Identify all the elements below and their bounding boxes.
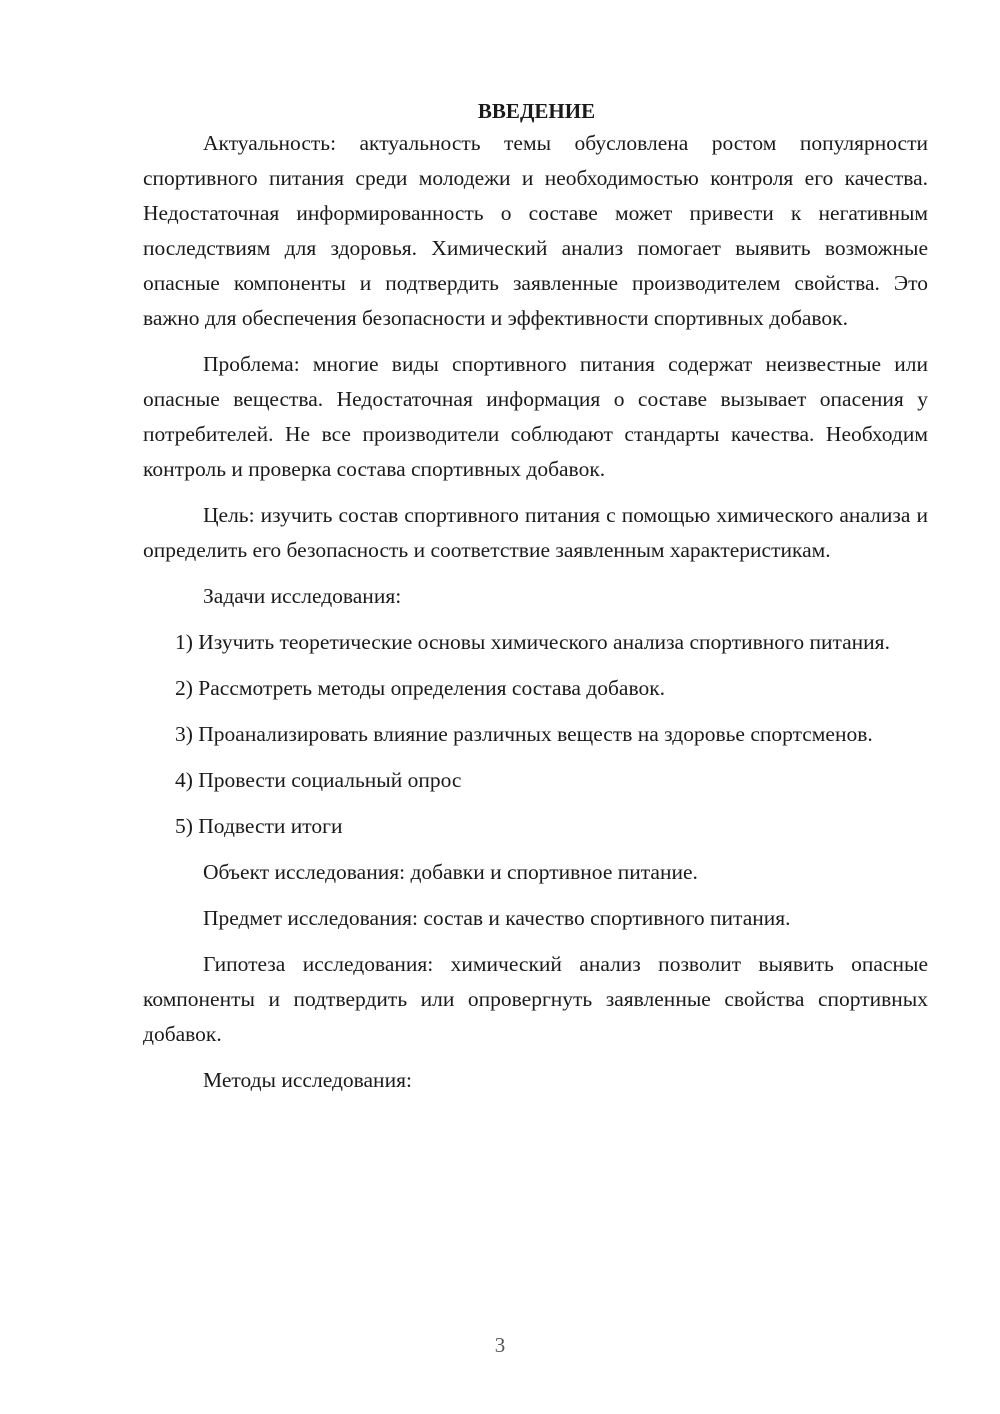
tasks-heading: Задачи исследования: <box>203 584 402 608</box>
paragraph-goal: Цель: изучить состав спортивного питания с помощью химического анализа и определить его безопасность и соответствие заявленным характеристикам. <box>143 503 928 562</box>
task-item-5: 5) Подвести итоги <box>175 814 343 838</box>
paragraph-methods: Методы исследования: <box>203 1068 412 1092</box>
document-page <box>143 96 928 1098</box>
paragraph-relevance: Актуальность: актуальность темы обусловлена ростом популярности спортивного питания среди молодежи и необходимостью контроля его качества. Недостаточная информированность о составе может привести к негативным последствиям для здоровья. Химический анализ помогает выявить возможные опасные компоненты и подтвердить заявленные производителем свойства. Это важно для обеспечения безопасности и эффективности спортивных добавок. <box>143 131 928 330</box>
paragraph-hypothesis: Гипотеза исследования: химический анализ позволит выявить опасные компоненты и подтвердить или опровергнуть заявленные свойства спортивных добавок. <box>143 952 928 1046</box>
task-item-1: 1) Изучить теоретические основы химического анализа спортивного питания. <box>175 630 890 654</box>
section-title: ВВЕДЕНИЕ <box>477 99 596 123</box>
task-item-2: 2) Рассмотреть методы определения состава добавок. <box>175 676 666 700</box>
page-number: 3 <box>494 1333 506 1357</box>
paragraph-subject: Предмет исследования: состав и качество спортивного питания. <box>203 906 791 930</box>
task-item-3: 3) Проанализировать влияние различных веществ на здоровье спортсменов. <box>175 722 873 746</box>
task-item-4: 4) Провести социальный опрос <box>175 768 462 792</box>
paragraph-problem: Проблема: многие виды спортивного питания содержат неизвестные или опасные вещества. Недостаточная информация о составе вызывает опасения у потребителей. Не все производители соблюдают стандарты качества. Необходим контроль и проверка состава спортивных добавок. <box>143 352 928 481</box>
paragraph-object: Объект исследования: добавки и спортивное питание. <box>203 860 698 884</box>
